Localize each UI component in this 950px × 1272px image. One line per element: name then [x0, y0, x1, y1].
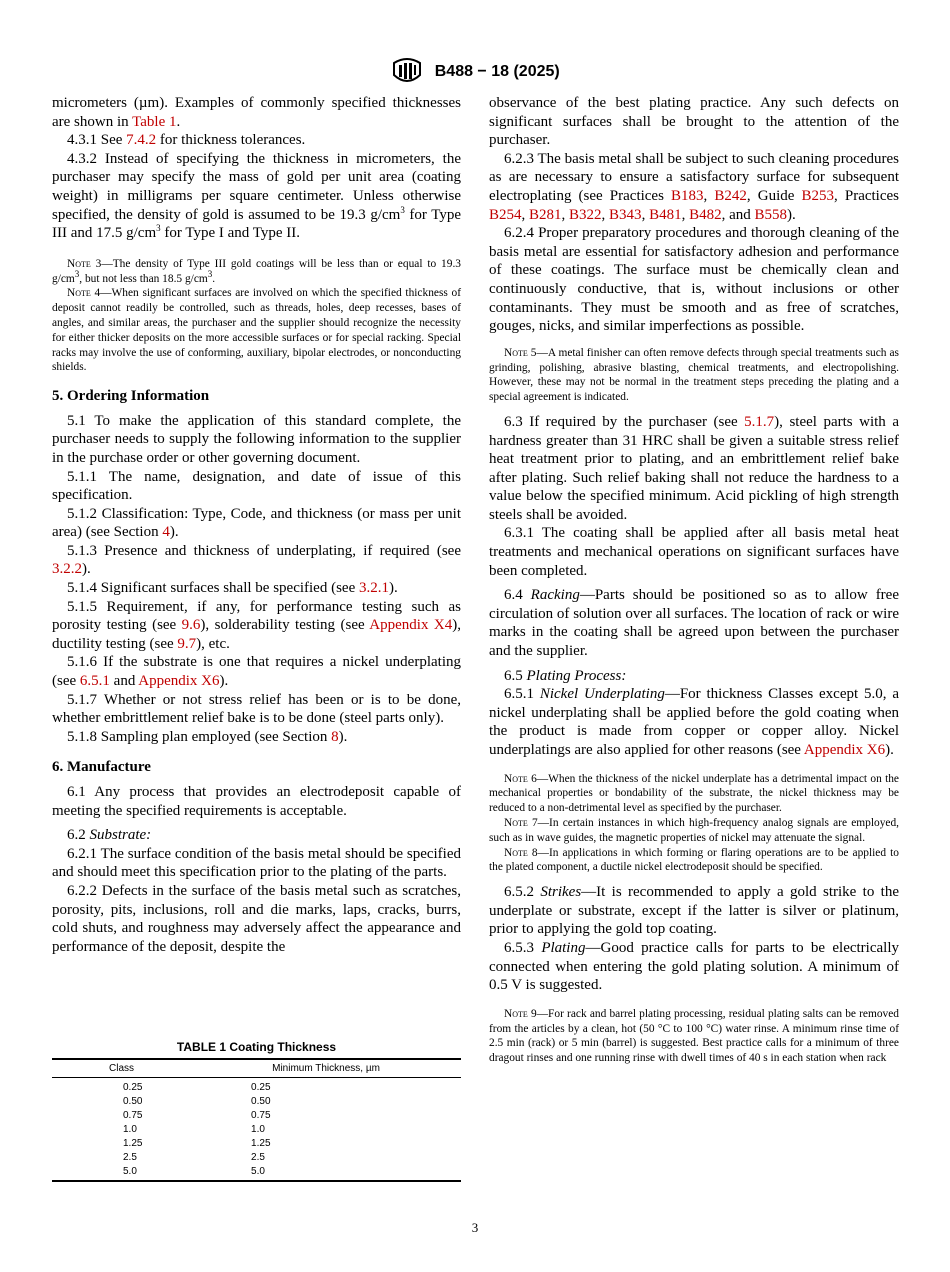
table-header-class: Class	[52, 1059, 191, 1078]
table-row	[52, 1078, 461, 1096]
section-6-heading: 6. Manufacture	[52, 759, 151, 776]
link-table-1[interactable]: Table 1	[132, 113, 177, 130]
link-appendix-x4[interactable]: Appendix X4	[369, 617, 453, 634]
link-appendix-x6[interactable]: Appendix X6	[138, 673, 220, 690]
table-header-min-thickness: Minimum Thickness, µm	[191, 1059, 461, 1078]
page-number: 3	[471, 1220, 479, 1235]
note-6: Note 6—When the thickness of the nickel underplate has a detrimental impact on the mechanical properties or bondability of the substrate, the nickel thickness may be reduced to a non-detrimental level as specified by the purchaser.	[489, 772, 899, 815]
paragraph-5-1-8: 5.1.8 Sampling plan employed (see Section 8).	[67, 728, 348, 745]
table-cell: 1.0	[251, 1124, 265, 1135]
paragraph-6-5: 6.5 Plating Process:	[504, 667, 627, 684]
link-b481[interactable]: B481	[649, 206, 682, 223]
table-cell: 0.50	[251, 1096, 271, 1107]
table-row	[52, 1095, 461, 1109]
link-b254[interactable]: B254	[489, 206, 522, 223]
paragraph-6-2: 6.2 Substrate:	[67, 827, 152, 844]
paragraph-5-1-2: 5.1.2 Classification: Type, Code, and thickness (or mass per unit area) (see Section 4).	[52, 505, 461, 541]
paragraph-4-3-1: 4.3.1 See 7.4.2 for thickness tolerances.	[67, 132, 306, 149]
table-cell: 0.75	[123, 1110, 143, 1121]
table-row	[52, 1123, 461, 1137]
link-b242[interactable]: B242	[714, 187, 747, 204]
note-4: Note 4—When significant surfaces are involved on which the specified thickness of deposit cannot readily be controlled, such as threads, holes, deep recesses, bases of angles, and similar areas, the purchaser and the supplier should recognize the necessity for either thicker deposits on the more accessible surfaces or for special racking. Special racks may involve the use of conforming, auxiliary, bipolar electrodes, or nonconducting shields.	[52, 287, 461, 374]
link-b253[interactable]: B253	[801, 187, 835, 204]
paragraph-6-5-2: 6.5.2 Strikes—It is recommended to apply a gold strike to the underplate or substrate, except if the latter is silver or platinum, prior to applying the gold top coating.	[489, 884, 900, 938]
link-section-4[interactable]: 4	[162, 524, 170, 541]
paragraph-6-5-1: 6.5.1 Nickel Underplating—For thickness Classes except 5.0, a nickel underplating shall be applied before the gold coating when the product is made from copper or copper alloy. Nickel underplatings are also applied for other reasons (see Appendix X6).	[489, 686, 899, 758]
paragraph-6-5-3: 6.5.3 Plating—Good practice calls for parts to be electrically connected when entering the gold plating solution. A minimum of 0.5 V is suggested.	[489, 939, 899, 994]
table-row	[52, 1151, 461, 1165]
table-cell: 1.25	[251, 1138, 271, 1149]
paragraph-6-4: 6.4 Racking—Parts should be positioned so as to allow free circulation of solution over all surfaces. The location of rack or wire marks in the coating shall be agreed upon between the purchaser and the supplier.	[489, 587, 899, 660]
paragraph-5-1-4: 5.1.4 Significant surfaces shall be specified (see 3.2.1).	[67, 580, 398, 597]
table-row	[52, 1109, 461, 1123]
paragraph-5-1: 5.1 To make the application of this standard complete, the purchaser needs to supply the following information to the supplier in the purchase order or other governing document.	[52, 412, 461, 466]
table-row	[52, 1137, 461, 1151]
note-3: Note 3—The density of Type III gold coatings will be less than or equal to 19.3 $g/cm^3$, but not less than 18.5 $g/cm^3$.	[52, 257, 461, 285]
paragraph-5-1-7: 5.1.7 Whether or not stress relief has been or is to be done, whether embrittlement relief bake is to be done (steel parts only).	[52, 691, 461, 727]
coating-thickness-table	[52, 1040, 461, 1182]
document-designation: B488 − 18 (2025)	[434, 63, 560, 80]
paragraph-6-3: 6.3 If required by the purchaser (see 5.1.7), steel parts with a hardness greater than 31 HRC shall be given a suitable stress relief heat treatment prior to plating, and an embrittlement relief bake after plating. Such relief baking shall not reduce the hardness to a value below the specified minimum. Acid pickling of high strength steels shall be avoided.	[489, 413, 899, 523]
link-appendix-x6-b[interactable]: Appendix X6	[803, 742, 886, 758]
table-cell: 5.0	[191, 1165, 461, 1181]
link-b482[interactable]: B482	[689, 206, 722, 223]
table-cell: 2.5	[251, 1152, 265, 1163]
table-title: TABLE 1 Coating Thickness	[176, 1040, 337, 1054]
paragraph-6-2-1: 6.2.1 The surface condition of the basis metal should be specified and should meet this specification prior to the plating of the parts.	[52, 845, 461, 881]
table-cell: 2.5	[123, 1152, 137, 1163]
table-row	[52, 1165, 461, 1181]
paragraph-5-1-3: 5.1.3 Presence and thickness of underplating, if required (see 3.2.2).	[52, 542, 461, 578]
astm-logo-icon	[390, 57, 424, 87]
link-section-8[interactable]: 8	[331, 728, 339, 745]
link-5-1-7[interactable]: 5.1.7	[744, 413, 775, 430]
table-cell: 0.50	[123, 1096, 143, 1107]
table-cell: 5.0	[52, 1165, 191, 1181]
link-b558[interactable]: B558	[754, 206, 788, 223]
paragraph-6-3-1: 6.3.1 The coating shall be applied after all basis metal heat treatments and mechanical operations on significant surfaces have been completed.	[489, 525, 899, 579]
page-header	[0, 57, 950, 87]
paragraph-5-1-6: 5.1.6 If the substrate is one that requires a nickel underplating (see 6.5.1 and Appendix X6).	[52, 654, 461, 690]
paragraph-6-1: 6.1 Any process that provides an electrodeposit capable of meeting the specified requirements is acceptable.	[52, 784, 461, 819]
link-9-6[interactable]: 9.6	[181, 617, 201, 634]
paragraph-6-2-2: 6.2.2 Defects in the surface of the basis metal such as scratches, porosity, pits, inclusions, roll and die marks, laps, cracks, burrs, cold shuts, and roughness may adversely affect the appearance and performance of the deposit, despite the	[52, 882, 461, 955]
paragraph-6-2-3: 6.2.3 The basis metal shall be subject to such cleaning procedures as are necessary to ensure a satisfactory surface for subsequent electroplating (see Practices B183, B242, Guide B253, Practices B254, B281, B322, B343, B481, B482, and B558).	[489, 150, 899, 223]
table-cell: 0.25	[123, 1082, 143, 1093]
left-column	[52, 94, 461, 956]
link-6-5-1[interactable]: 6.5.1	[79, 673, 110, 690]
link-b281[interactable]: B281	[529, 206, 562, 223]
note-7: Note 7—In certain instances in which high-frequency analog signals are employed, such as in wave guides, the magnetic properties of nickel may attenuate the signal.	[489, 816, 899, 844]
section-5-heading: 5. Ordering Information	[52, 388, 210, 405]
note-8: Note 8—In applications in which forming or flaring operations are to be applied to the plated component, a ductile nickel electrodeposit should be specified.	[489, 846, 899, 874]
link-b183[interactable]: B183	[671, 187, 704, 204]
link-7-4-2[interactable]: 7.4.2	[126, 132, 157, 149]
paragraph-5-1-5: 5.1.5 Requirement, if any, for performance testing such as porosity testing (see 9.6), solderability testing (see Appendix X4), ductility testing (see 9.7), etc.	[52, 598, 461, 652]
link-b343[interactable]: B343	[609, 206, 642, 223]
link-b322[interactable]: B322	[569, 206, 602, 223]
right-column	[489, 94, 899, 1066]
table-cell: 0.25	[251, 1082, 271, 1093]
link-3-2-2[interactable]: 3.2.2	[52, 561, 82, 578]
link-3-2-1[interactable]: 3.2.1	[359, 580, 389, 597]
table-cell: 0.75	[251, 1110, 271, 1121]
paragraph-4-3-cont: micrometers (µm). Examples of commonly specified thicknesses are shown in Table 1.	[52, 95, 461, 130]
table-cell: 1.0	[123, 1124, 137, 1135]
note-9: Note 9—For rack and barrel plating processing, residual plating salts can be removed from the articles by a clean, hot (50 °C to 100 °C) water rinse. A minimum rinse time of 2.5 min (rack) or 5 min (barrel) is suggested. Best practice calls for a minimum of three dragout rinses and one running rinse with dwell times of 40 s in each station when rack	[489, 1007, 899, 1065]
paragraph-6-2-2-cont: observance of the best plating practice. Any such defects on significant surfaces shall be brought to the attention of the purchaser.	[489, 95, 899, 149]
paragraph-6-2-4: 6.2.4 Proper preparatory procedures and thorough cleaning of the basis metal are essential for satisfactory adhesion and performance of these coatings. The surface must be chemically clean and continuously conductive, that is, without inclusions or other contaminants. They must be smooth and as free of scratches, gouges, nicks, and similar imperfections as possible.	[489, 225, 899, 335]
table-cell: 1.25	[123, 1138, 143, 1149]
paragraph-5-1-1: 5.1.1 The name, designation, and date of issue of this specification.	[52, 468, 461, 504]
link-9-7[interactable]: 9.7	[177, 635, 197, 652]
paragraph-4-3-2: 4.3.2 Instead of specifying the thickness in micrometers, the purchaser may specify the mass of gold per unit area (coating weight) in milligrams per square centimeter. Unless otherwise specified, the density of gold is assumed to be 19.3 $g/cm^3$ for Type III and 17.5 $g/cm^3$ for Type I and Type II.	[52, 150, 461, 242]
note-5: Note 5—A metal finisher can often remove defects through special treatments such as grinding, polishing, abrasive blasting, chemical treatments, and electropolishing. However, these may not be normal in the treatment steps preceding the plating and a special agreement is indicated.	[489, 346, 899, 404]
